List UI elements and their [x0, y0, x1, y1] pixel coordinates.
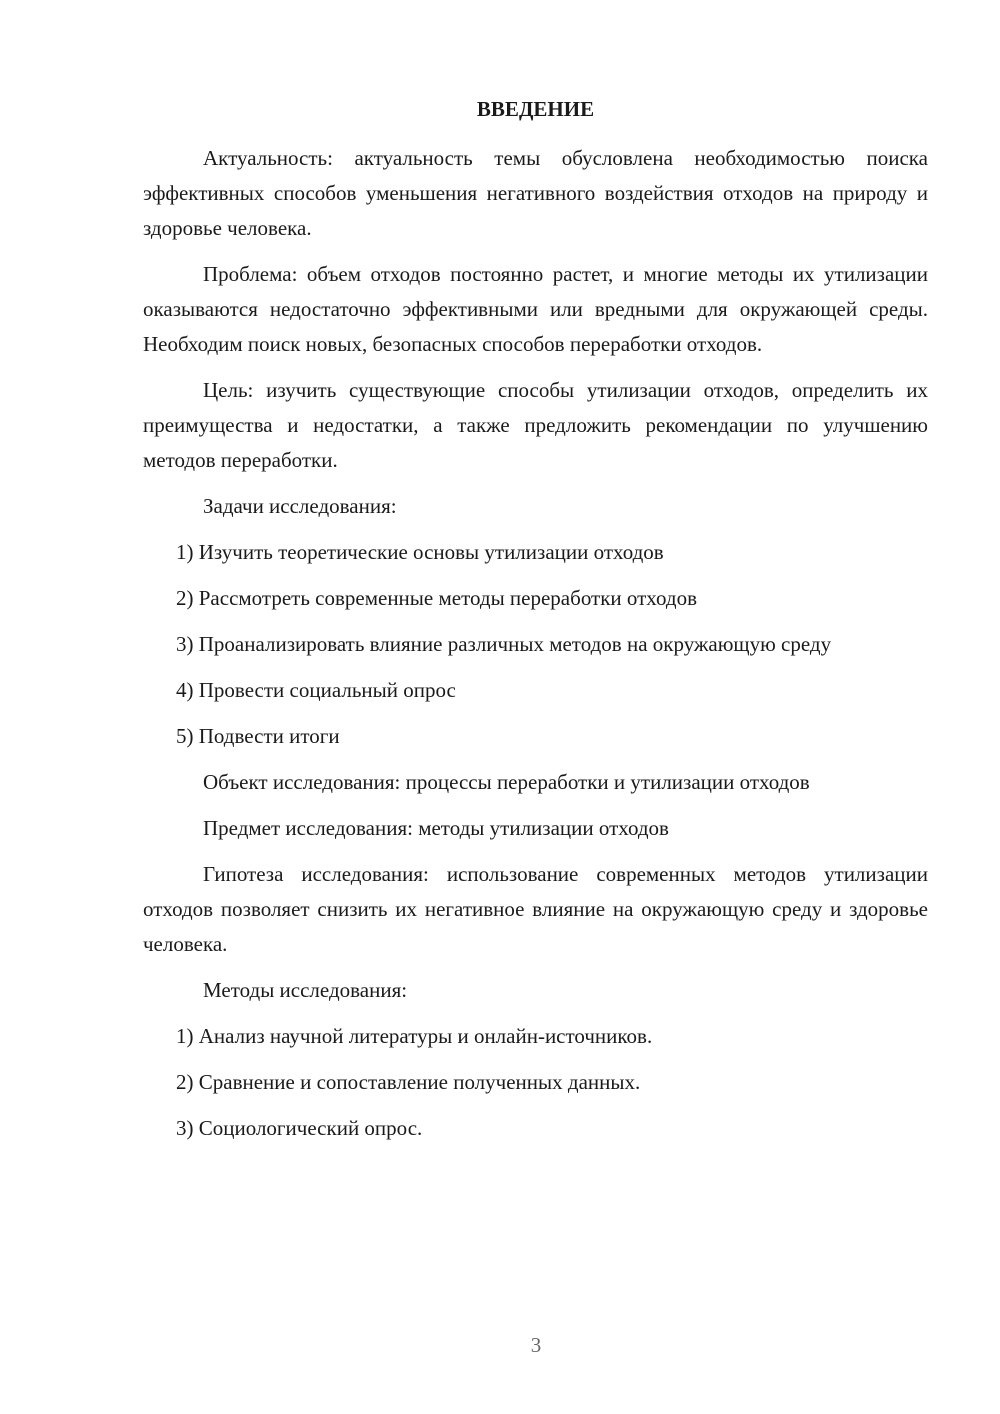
problem-paragraph: Проблема: объем отходов постоянно растет, и многие методы их утилизации оказываются недостаточно эффективными или вредными для окружающей среды. Необходим поиск новых, безопасных способов переработки отходов.	[143, 262, 928, 356]
actuality-paragraph: Актуальность: актуальность темы обусловлена необходимостью поиска эффективных способов уменьшения негативного воздействия отходов на природу и здоровье человека.	[143, 146, 928, 240]
hypothesis-paragraph: Гипотеза исследования: использование современных методов утилизации отходов позволяет снизить их негативное влияние на окружающую среду и здоровье человека.	[143, 862, 928, 956]
task-item: 3) Проанализировать влияние различных методов на окружающую среду	[176, 632, 832, 656]
task-item: 4) Провести социальный опрос	[176, 678, 456, 702]
page-number: 3	[530, 1333, 542, 1357]
goal-paragraph: Цель: изучить существующие способы утилизации отходов, определить их преимущества и недостатки, а также предложить рекомендации по улучшению методов переработки.	[143, 378, 928, 472]
tasks-label: Задачи исследования:	[203, 494, 397, 518]
method-item: 1) Анализ научной литературы и онлайн-источников.	[176, 1024, 653, 1048]
object-paragraph: Объект исследования: процессы переработки и утилизации отходов	[203, 770, 810, 794]
subject-paragraph: Предмет исследования: методы утилизации отходов	[203, 816, 669, 840]
methods-label: Методы исследования:	[203, 978, 408, 1002]
task-item: 2) Рассмотреть современные методы переработки отходов	[176, 586, 698, 610]
section-heading: ВВЕДЕНИЕ	[476, 97, 595, 121]
method-item: 2) Сравнение и сопоставление полученных данных.	[176, 1070, 641, 1094]
document-page	[143, 92, 928, 1157]
task-item: 1) Изучить теоретические основы утилизации отходов	[176, 540, 664, 564]
method-item: 3) Социологический опрос.	[176, 1116, 423, 1140]
task-item: 5) Подвести итоги	[176, 724, 340, 748]
